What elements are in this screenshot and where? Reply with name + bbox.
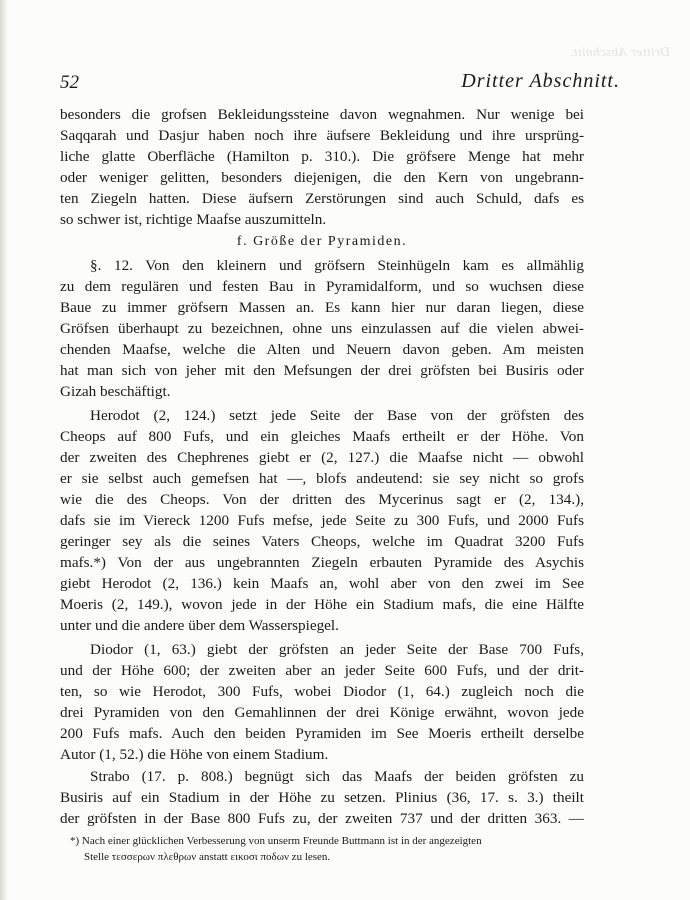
text-line: Gizah beschäftigt. — [60, 383, 171, 400]
text-line: Saqqarah und Dasjur haben noch ihre äufsere Bekleidung und ihre ursprüng- — [60, 127, 584, 144]
text-line: 200 Fufs mafs. Auch den beiden Pyramiden im See Moeris ertheilt derselbe — [60, 725, 584, 742]
text-line: mafs.*) Von der aus ungebrannten Ziegeln erbauten Pyramide des Asychis — [60, 554, 584, 571]
text-line: Cheops auf 800 Fufs, und ein gleiches Maafs ertheilt er der Höhe. Von — [60, 428, 584, 445]
text-line: er sie selbst auch gemefsen hat —, blofs andeutend: sie sey nicht so grofs — [60, 470, 584, 487]
text-line: Strabo (17. p. 808.) begnügt sich das Maafs der beiden gröfsten zu — [90, 768, 584, 785]
bleed-through-text: Dritter Abschnitt. — [569, 44, 670, 59]
footnote-line: *) Nach einer glücklichen Verbesserung von unserm Freunde Buttmann ist in der angezeigten — [70, 835, 482, 847]
text-line: wie die des Cheops. Von der dritten des Mycerinus sagt er (2, 134.), — [60, 491, 584, 508]
text-line: chenden Maafse, welche die Alten und Neuern davon geben. Am meisten — [60, 341, 584, 358]
text-line: liche glatte Oberfläche (Hamilton p. 310.). Die gröfsere Menge hat mehr — [60, 148, 584, 165]
text-line: hat man sich von jeher mit den Mefsungen der drei gröfsten bei Busiris oder — [60, 362, 584, 379]
text-line: ten Ziegeln hatten. Diese äufsern Zerstörungen sind auch Schuld, dafs es — [60, 190, 584, 207]
page-edge-shadow — [0, 0, 8, 900]
text-line: drei Pyramiden von den Gemahlinnen der drei Könige erwähnt, wovon jede — [60, 704, 584, 721]
text-line: Gröfsen überhaupt zu bezeichnen, ohne uns einzulassen auf die vielen abwei- — [60, 320, 584, 337]
section-heading: f. Größe der Pyramiden. — [236, 234, 408, 249]
text-line: oder weniger gelitten, besonders diejenigen, die den Kern von ungebrann- — [60, 169, 584, 186]
text-line: zu dem regulären und festen Bau in Pyramidalform, und so wuchsen diese — [60, 278, 584, 295]
text-line: geringer sey als die seines Vaters Cheops, welche im Quadrat 3200 Fufs — [60, 533, 584, 550]
text-line: giebt Herodot (2, 136.) kein Maafs an, wohl aber von den zwei im See — [60, 575, 584, 592]
text-line: ten, so wie Herodot, 300 Fufs, wobei Diodor (1, 64.) zugleich noch die — [60, 683, 584, 700]
running-head: Dritter Abschnitt. — [461, 70, 620, 92]
text-line: der gröfsten in der Base 800 Fufs zu, der zweiten 737 und der dritten 363. — — [60, 810, 584, 827]
text-line: dafs sie im Viereck 1200 Fufs mefse, jede Seite zu 300 Fufs, und 2000 Fufs — [60, 512, 584, 529]
text-line: §. 12. Von den kleinern und gröfsern Steinhügeln kam es allmählig — [90, 257, 584, 274]
footnote-line: Stelle τεσσερων πλεθρων anstatt εικοσι ποδων zu lesen. — [84, 851, 331, 863]
text-line: Baue zu immer gröfsern Massen an. Es kann hier nur daran liegen, diese — [60, 299, 584, 316]
text-line: unter und die andere über dem Wasserspiegel. — [60, 617, 339, 634]
page-number: 52 — [60, 72, 79, 93]
text-line: Moeris (2, 149.), wovon jede in der Höhe ein Stadium mafs, die eine Hälfte — [60, 596, 584, 613]
text-line: Busiris auf ein Stadium in der Höhe zu setzen. Plinius (36, 17. s. 3.) theilt — [60, 789, 584, 806]
text-line: Autor (1, 52.) die Höhe von einem Stadium. — [60, 746, 329, 763]
text-line: Herodot (2, 124.) setzt jede Seite der Base von der gröfsten des — [90, 407, 584, 424]
text-line: so schwer ist, richtige Maafse auszumitteln. — [60, 211, 327, 228]
text-line: Diodor (1, 63.) giebt der gröfsten an jeder Seite der Base 700 Fufs, — [90, 641, 584, 658]
text-line: und der Höhe 600; der zweiten aber an jeder Seite 600 Fufs, und der drit- — [60, 662, 584, 679]
page-header — [60, 70, 620, 100]
text-line: besonders die grofsen Bekleidungssteine davon wegnahmen. Nur wenige bei — [60, 106, 584, 123]
text-line: der zweiten des Chephrenes giebt er (2, 127.) die Maafse nicht — obwohl — [60, 449, 584, 466]
